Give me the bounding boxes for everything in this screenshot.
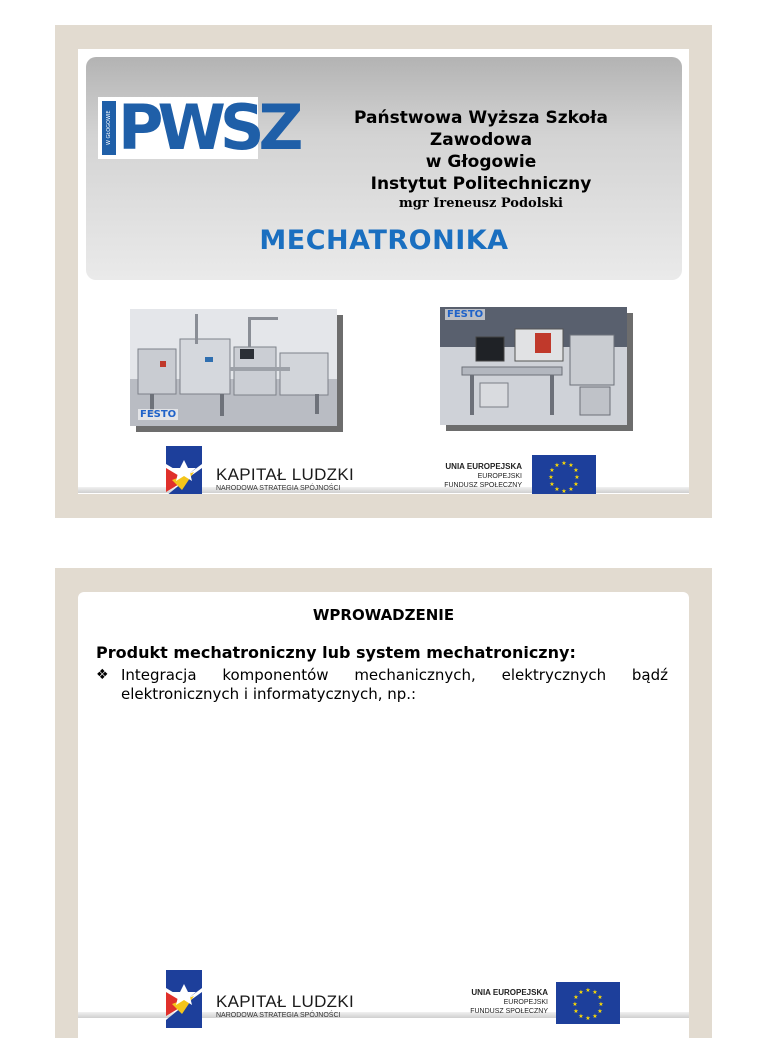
mechatronics-station-photo-1: [130, 309, 337, 426]
kapital-ludzki-title: KAPITAŁ LUDZKI: [216, 992, 355, 1011]
slide-2-frame: [55, 568, 712, 1038]
svg-text:★: ★: [549, 481, 555, 488]
title-banner: [86, 57, 682, 280]
machine-illustration-2: [440, 307, 627, 425]
mechatronics-station-photo-2: [440, 307, 627, 425]
svg-text:★: ★: [597, 994, 603, 1001]
school-line-2: Zawodowa: [429, 130, 533, 150]
slide-title: MECHATRONIKA: [259, 225, 509, 256]
ue-line-2: EUROPEJSKI: [503, 999, 548, 1006]
pwsz-logo-side-text: W GŁOGOWIE: [102, 101, 116, 155]
ue-text-block: [426, 462, 522, 490]
ue-line-1: UNIA EUROPEJSKA: [471, 988, 548, 997]
bullet-item: [96, 666, 668, 704]
bullet-text: Integracja komponentów mechanicznych, elektrycznych bądź elektronicznych i informatycznych, np.:: [121, 666, 668, 703]
svg-text:★: ★: [573, 481, 579, 488]
slide-2-subheading: Produkt mechatroniczny lub system mechatroniczny:: [96, 643, 576, 662]
svg-text:★: ★: [592, 1013, 598, 1020]
svg-text:★: ★: [592, 989, 598, 996]
author-name: mgr Ireneusz Podolski: [399, 196, 563, 211]
ue-line-2: EUROPEJSKI: [477, 473, 522, 480]
slide-1: [78, 49, 689, 494]
kapital-ludzki-subtitle: NARODOWA STRATEGIA SPÓJNOŚCI: [216, 1012, 341, 1019]
slide-2-heading: WPROWADZENIE: [312, 606, 455, 624]
slide-2: [78, 592, 689, 1052]
svg-text:★: ★: [573, 1008, 579, 1015]
kapital-ludzki-title: KAPITAŁ LUDZKI: [216, 465, 355, 484]
svg-text:★: ★: [548, 474, 554, 481]
svg-text:★: ★: [549, 467, 555, 474]
festo-brand-2: FESTO: [447, 309, 484, 320]
svg-text:★: ★: [554, 462, 560, 469]
school-line-1: Państwowa Wyższa Szkoła: [354, 108, 608, 128]
svg-text:★: ★: [585, 987, 591, 994]
kapital-ludzki-icon: [164, 970, 204, 1028]
bullet-diamond-icon: ❖: [96, 667, 109, 683]
eu-flag-icon: [532, 455, 596, 494]
svg-text:★: ★: [561, 460, 567, 467]
svg-text:★: ★: [554, 486, 560, 493]
svg-text:★: ★: [585, 1015, 591, 1022]
svg-text:★: ★: [578, 1013, 584, 1020]
ue-line-3: FUNDUSZ SPOŁECZNY: [444, 482, 522, 489]
pwsz-logo: [98, 91, 298, 164]
kapital-ludzki-subtitle: NARODOWA STRATEGIA SPÓJNOŚCI: [216, 485, 341, 492]
ue-text-block: [452, 988, 548, 1016]
svg-text:★: ★: [597, 1008, 603, 1015]
pwsz-logo-text: PWSZ: [118, 91, 298, 164]
svg-text:★: ★: [568, 486, 574, 493]
svg-text:★: ★: [572, 1001, 578, 1008]
svg-text:★: ★: [598, 1001, 604, 1008]
svg-text:★: ★: [568, 462, 574, 469]
svg-text:★: ★: [573, 994, 579, 1001]
svg-text:★: ★: [573, 467, 579, 474]
eu-flag-icon: [556, 982, 620, 1024]
ue-line-3: FUNDUSZ SPOŁECZNY: [470, 1008, 548, 1015]
kapital-ludzki-icon: [164, 446, 204, 494]
school-name-block: [316, 107, 646, 213]
svg-text:★: ★: [578, 989, 584, 996]
slide-1-frame: [55, 25, 712, 518]
school-line-3: w Głogowie: [425, 152, 537, 172]
svg-text:★: ★: [561, 488, 567, 495]
festo-brand-1: FESTO: [140, 409, 177, 420]
ue-line-1: UNIA EUROPEJSKA: [445, 462, 522, 471]
svg-text:★: ★: [574, 474, 580, 481]
school-line-4: Instytut Politechniczny: [370, 174, 592, 194]
